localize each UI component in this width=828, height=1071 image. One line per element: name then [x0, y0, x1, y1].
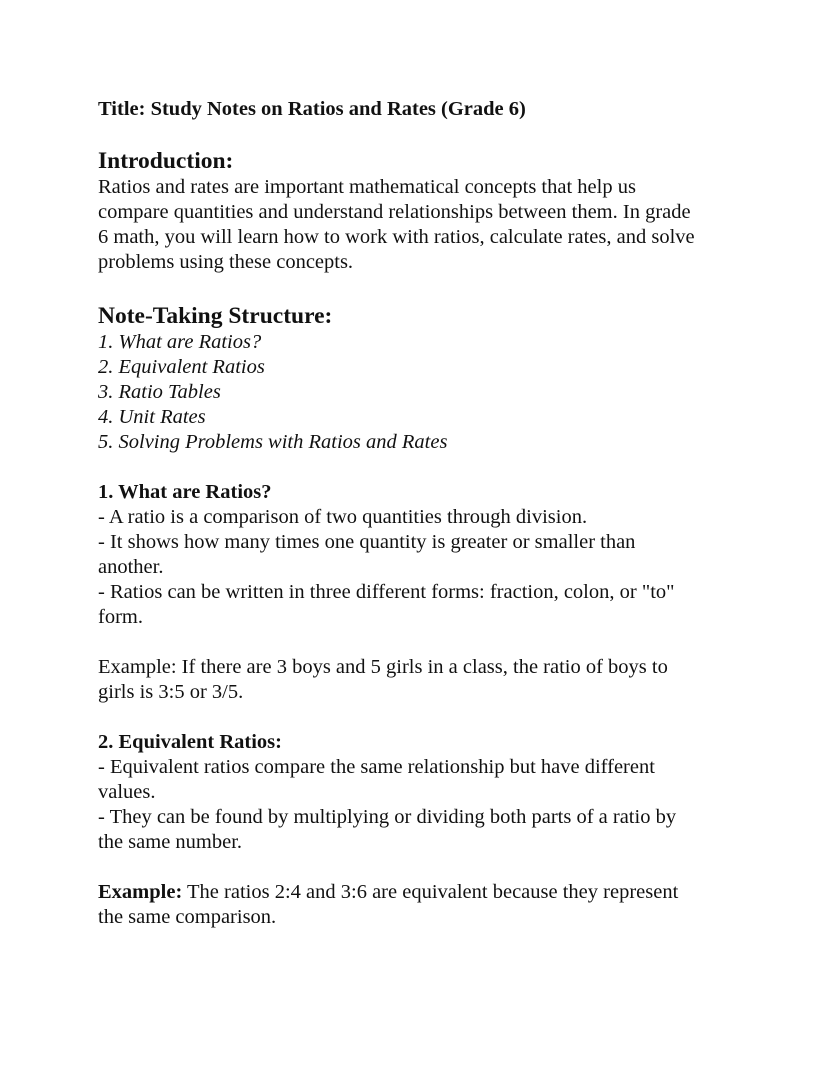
text-line: form.: [98, 606, 143, 628]
section2-body: [98, 755, 738, 855]
text-line: the same comparison.: [98, 906, 277, 928]
section1-body: [98, 505, 738, 630]
text-line: girls is 3:5 or 3/5.: [98, 681, 244, 703]
text-line: - They can be found by multiplying or dividing both parts of a ratio by: [98, 806, 677, 828]
introduction-heading: Introduction:: [98, 148, 234, 174]
text-line: compare quantities and understand relationships between them. In grade: [98, 201, 691, 223]
example-label: Example:: [98, 881, 183, 903]
structure-item: 2. Equivalent Ratios: [98, 356, 265, 378]
text-line: - Equivalent ratios compare the same relationship but have different: [98, 756, 655, 778]
structure-item: 4. Unit Rates: [98, 406, 206, 428]
document-title: Title: Study Notes on Ratios and Rates (Grade 6): [98, 98, 526, 120]
example-text: The ratios 2:4 and 3:6 are equivalent because they represent: [182, 881, 679, 903]
structure-list: [98, 330, 738, 455]
text-line: - Ratios can be written in three different forms: fraction, colon, or "to": [98, 581, 675, 603]
structure-item: 3. Ratio Tables: [98, 381, 221, 403]
text-line: 6 math, you will learn how to work with ratios, calculate rates, and solve: [98, 226, 695, 248]
document-page: [98, 96, 738, 930]
section2-heading: 2. Equivalent Ratios:: [98, 731, 282, 753]
text-line: the same number.: [98, 831, 243, 853]
structure-item: 1. What are Ratios?: [98, 331, 262, 353]
text-line: Example: If there are 3 boys and 5 girls in a class, the ratio of boys to: [98, 656, 668, 678]
section2-example: [98, 880, 738, 930]
text-line: [98, 880, 738, 905]
text-line: - A ratio is a comparison of two quantities through division.: [98, 506, 588, 528]
introduction-paragraph: [98, 175, 738, 275]
text-line: another.: [98, 556, 164, 578]
text-line: values.: [98, 781, 156, 803]
structure-heading: Note-Taking Structure:: [98, 303, 333, 329]
structure-item: 5. Solving Problems with Ratios and Rates: [98, 431, 448, 453]
section1-example: [98, 655, 738, 705]
section1-heading: 1. What are Ratios?: [98, 481, 272, 503]
text-line: - It shows how many times one quantity is greater or smaller than: [98, 531, 636, 553]
text-line: problems using these concepts.: [98, 251, 354, 273]
text-line: Ratios and rates are important mathematical concepts that help us: [98, 176, 636, 198]
